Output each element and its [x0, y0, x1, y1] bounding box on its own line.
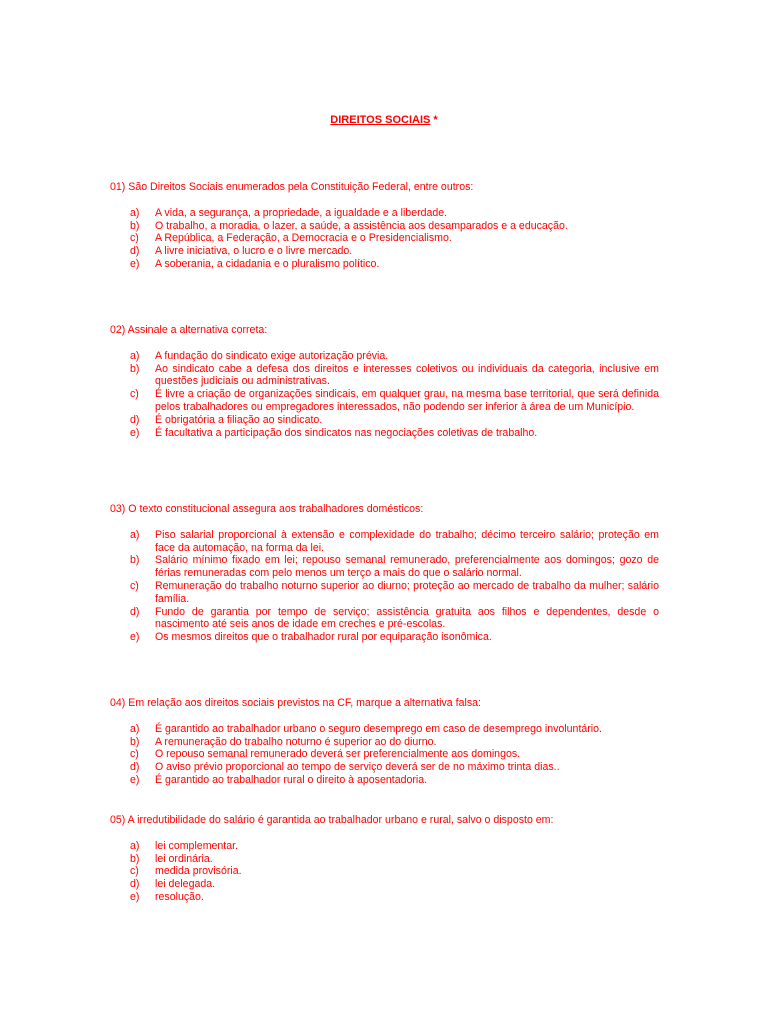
option-letter: b) [130, 852, 140, 865]
question-stem: 05) A irredutibilidade do salário é garantida ao trabalhador urbano e rural, salvo o disposto em: [110, 814, 554, 826]
option-item [110, 878, 660, 891]
option-item [110, 245, 660, 258]
option-text: A fundação do sindicato exige autorização prévia. [155, 349, 389, 362]
option-item [110, 414, 660, 427]
option-text: A remuneração do trabalho noturno é superior ao do diurno. [155, 735, 437, 748]
option-letter: e) [130, 890, 140, 903]
option-item [110, 891, 660, 904]
options-list [110, 723, 660, 787]
option-text: Fundo de garantia por tempo de serviço; assistência gratuita aos filhos e dependentes, desde o nascimento até seis anos de idade em creches e pré-escolas. [155, 605, 659, 631]
option-item [110, 723, 660, 736]
option-letter: c) [130, 579, 139, 592]
question-stem: 01) São Direitos Sociais enumerados pela Constituição Federal, entre outros: [110, 181, 474, 193]
option-letter: c) [130, 388, 139, 401]
option-item [110, 761, 660, 774]
option-text: É facultativa a participação dos sindicatos nas negociações coletivas de trabalho. [155, 426, 538, 439]
option-letter: d) [130, 878, 140, 891]
option-text: Remuneração do trabalho noturno superior ao diurno; proteção ao mercado de trabalho da mulher; salário família. [155, 579, 659, 605]
question-3 [110, 503, 660, 644]
option-item [110, 220, 660, 233]
option-letter: d) [130, 245, 140, 258]
option-letter: d) [130, 761, 140, 774]
option-letter: a) [130, 528, 140, 541]
option-item [110, 606, 660, 632]
option-item [110, 529, 660, 555]
option-item [110, 350, 660, 363]
option-text: O aviso prévio proporcional ao tempo de serviço deverá ser de no máximo trinta dias.. [155, 761, 560, 774]
options-list [110, 529, 660, 644]
question-stem: 02) Assinale a alternativa correta: [110, 324, 268, 336]
option-item [110, 631, 660, 644]
option-text: lei ordinária. [155, 852, 213, 865]
options-list [110, 350, 660, 440]
question-stem: 04) Em relação aos direitos sociais previstos na CF, marque a alternativa falsa: [110, 697, 481, 709]
option-letter: e) [130, 773, 140, 786]
option-letter: d) [130, 413, 140, 426]
option-text: É obrigatória a filiação ao sindicato. [155, 413, 323, 426]
option-letter: d) [130, 605, 140, 618]
option-letter: b) [130, 554, 140, 567]
option-letter: b) [130, 219, 140, 232]
option-item [110, 207, 660, 220]
option-letter: e) [130, 426, 140, 439]
options-list [110, 207, 660, 271]
option-letter: a) [130, 722, 140, 735]
option-letter: c) [130, 748, 139, 761]
option-letter: c) [130, 865, 139, 878]
option-item [110, 748, 660, 761]
option-text: A livre iniciativa, o lucro e o livre mercado. [155, 245, 353, 258]
option-text: Os mesmos direitos que o trabalhador rural por equiparação isonômica. [155, 631, 492, 644]
option-text: resolução. [155, 890, 204, 903]
question-1 [110, 181, 660, 271]
option-text: lei delegada. [155, 878, 216, 891]
option-item [110, 258, 660, 271]
option-text: É garantido ao trabalhador urbano o seguro desemprego em caso de desemprego involuntário. [155, 722, 602, 735]
option-item [110, 232, 660, 245]
option-item [110, 840, 660, 853]
question-stem: 03) O texto constitucional assegura aos trabalhadores domésticos: [110, 503, 424, 515]
option-text: O repouso semanal remunerado deverá ser preferencialmente aos domingos. [155, 748, 521, 761]
option-item [110, 427, 660, 440]
option-text: É garantido ao trabalhador rural o direito à aposentadoria. [155, 773, 428, 786]
option-text: Piso salarial proporcional à extensão e complexidade do trabalho; décimo terceiro salário; proteção em face da automação, na forma da lei. [155, 528, 659, 554]
option-text: Ao sindicato cabe a defesa dos direitos e interesses coletivos ou individuais da categoria, inclusive em questões judiciais ou administrativas. [155, 362, 659, 388]
option-letter: a) [130, 349, 140, 362]
option-text: A soberania, a cidadania e o pluralismo político. [155, 257, 380, 270]
option-item [110, 853, 660, 866]
option-text: medida provisória. [155, 865, 242, 878]
option-item [110, 736, 660, 749]
option-item [110, 774, 660, 787]
option-letter: e) [130, 257, 140, 270]
title-text: DIREITOS SOCIAIS [330, 114, 431, 126]
options-list [110, 840, 660, 904]
option-item [110, 580, 660, 606]
question-4 [110, 697, 660, 787]
question-5 [110, 814, 660, 904]
option-letter: a) [130, 839, 140, 852]
title-asterisk: * [433, 114, 438, 126]
option-text: A vida, a segurança, a propriedade, a igualdade e a liberdade. [155, 206, 448, 219]
option-text: Salário mínimo fixado em lei; repouso semanal remunerado, preferencialmente aos domingos; gozo de férias remuneradas com pelo menos um terço a mais do que o salário normal. [155, 554, 659, 580]
option-text: O trabalho, a moradia, o lazer, a saúde, a assistência aos desamparados e a educação. [155, 219, 568, 232]
option-text: lei complementar. [155, 839, 239, 852]
option-letter: b) [130, 735, 140, 748]
option-item [110, 554, 660, 580]
question-2 [110, 324, 660, 439]
option-text: A República, a Federação, a Democracia e o Presidencialismo. [155, 232, 452, 245]
option-item [110, 363, 660, 389]
document-title [0, 114, 768, 127]
option-item [110, 865, 660, 878]
option-letter: c) [130, 232, 139, 245]
option-text: É livre a criação de organizações sindicais, em qualquer grau, na mesma base territorial, que será definida pelos trabalhadores ou empregadores interessados, não podendo ser inferior à área de um Município. [155, 388, 659, 413]
option-item [110, 388, 660, 414]
option-letter: e) [130, 631, 140, 644]
option-letter: b) [130, 362, 140, 375]
option-letter: a) [130, 206, 140, 219]
